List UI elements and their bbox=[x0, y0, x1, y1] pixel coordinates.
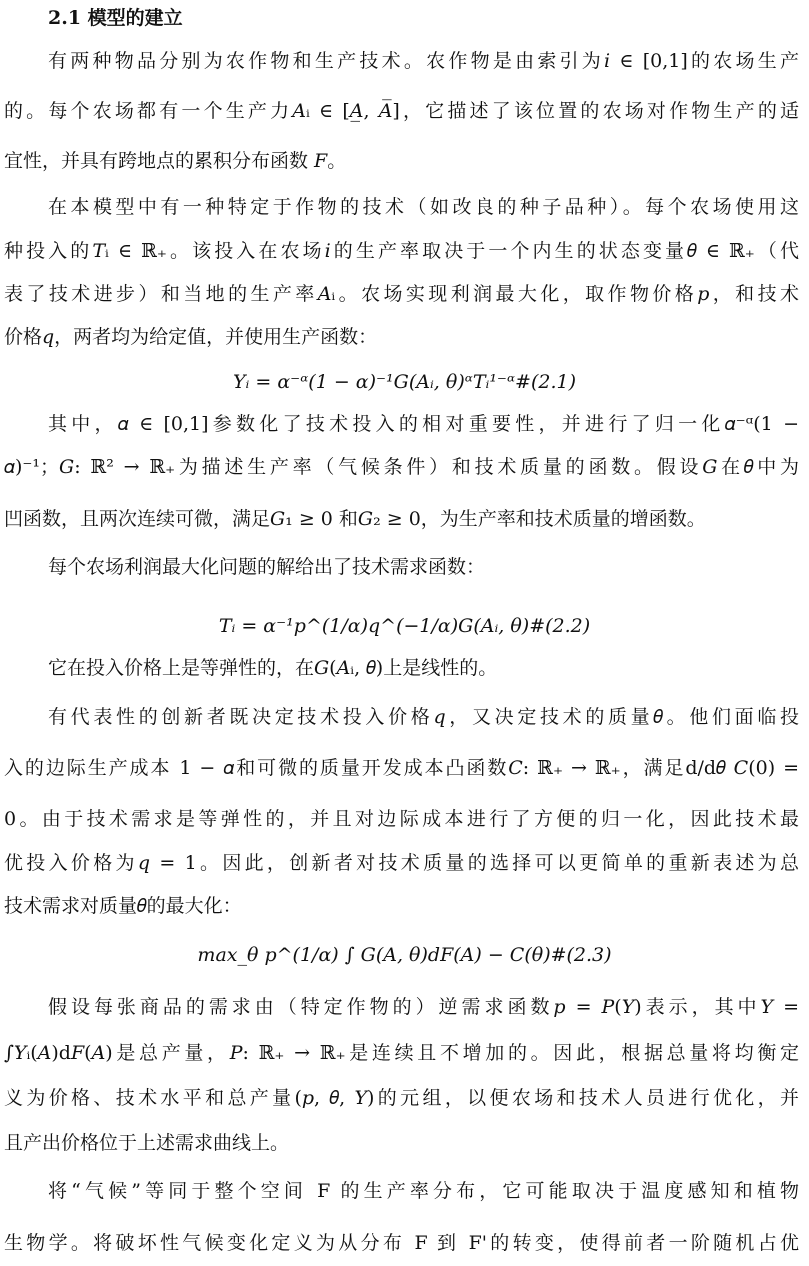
paragraph-line: 表了技术进步）和当地的生产率𝐴ᵢ。农场实现利润最大化，取作物价格𝑝，和技术 bbox=[4, 283, 799, 305]
paragraph-line: 且产出价格位于上述需求曲线上。 bbox=[4, 1132, 290, 1154]
paragraph-line: 其中，𝛼 ∈ [0,1]参数化了技术投入的相对重要性，并进行了归一化𝛼⁻ᵅ(1 − bbox=[48, 413, 799, 435]
paragraph-line: ∫𝑌ᵢ(𝐴)d𝐹(𝐴)是总产量，𝑃: ℝ₊ → ℝ₊是连续且不增加的。因此，根据总量将均衡定 bbox=[4, 1042, 799, 1064]
paragraph-line: 种投入的𝑇ᵢ ∈ ℝ₊。该投入在农场𝑖的生产率取决于一个内生的状态变量𝜃 ∈ ℝ₊（代 bbox=[4, 240, 799, 262]
paragraph-line: 将“气候”等同于整个空间 F 的生产率分布，它可能取决于温度感知和植物 bbox=[48, 1180, 799, 1202]
paragraph-line: 技术需求对质量𝜃的最大化： bbox=[4, 895, 242, 917]
paragraph-line: 有两种物品分别为农作物和生产技术。农作物是由索引为𝑖 ∈ [0,1]的农场生产 bbox=[48, 50, 799, 72]
paragraph-line: 宜性，并具有跨地点的累积分布函数 𝐹。 bbox=[4, 150, 347, 172]
equation-2-2: 𝑇ᵢ = 𝛼⁻¹𝑝^(1/𝛼)𝑞^(−1/𝛼)𝐺(𝐴ᵢ, 𝜃)#(2.2) bbox=[218, 615, 591, 637]
paragraph-line: 凹函数，且两次连续可微，满足𝐺₁ ≥ 0 和𝐺₂ ≥ 0，为生产率和技术质量的增函数。 bbox=[4, 508, 706, 530]
paragraph-line: 在本模型中有一种特定于作物的技术（如改良的种子品种）。每个农场使用这 bbox=[48, 196, 799, 218]
paragraph-line: 它在投入价格上是等弹性的，在𝐺(𝐴ᵢ, 𝜃)上是线性的。 bbox=[48, 657, 498, 679]
paragraph-line: 𝛼)⁻¹；𝐺: ℝ² → ℝ₊为描述生产率（气候条件）和技术质量的函数。假设𝐺在𝜃中为 bbox=[4, 456, 799, 478]
paragraph-line: 义为价格、技术水平和总产量(𝑝, 𝜃, 𝑌)的元组，以便农场和技术人员进行优化，并 bbox=[4, 1087, 799, 1109]
paragraph-line: 优投入价格为𝑞 = 1。因此，创新者对技术质量的选择可以更简单的重新表述为总 bbox=[4, 852, 799, 874]
paragraph-line: 的。每个农场都有一个生产力𝐴ᵢ ∈ [𝐴̲, 𝐴̅]，它描述了该位置的农场对作物生产的适 bbox=[4, 100, 799, 122]
paragraph-line: 每个农场利润最大化问题的解给出了技术需求函数： bbox=[48, 556, 486, 578]
equation-2-3: max_𝜃 𝑝^(1/𝛼) ∫ 𝐺(𝐴, 𝜃)d𝐹(𝐴) − 𝐶(𝜃)#(2.3) bbox=[197, 944, 612, 966]
paragraph-line: 价格𝑞，两者均为给定值，并使用生产函数： bbox=[4, 326, 378, 348]
paragraph-line: 有代表性的创新者既决定技术投入价格𝑞，又决定技术的质量𝜃。他们面临投 bbox=[48, 706, 799, 728]
paragraph-line: 生物学。将破坏性气候变化定义为从分布 F 到 F'的转变，使得前者一阶随机占优 bbox=[4, 1232, 799, 1254]
equation-2-1: 𝑌ᵢ = 𝛼⁻ᵅ(1 − 𝛼)⁻¹𝐺(𝐴ᵢ, 𝜃)ᵅ𝑇ᵢ¹⁻ᵅ#(2.1) bbox=[232, 371, 577, 393]
paragraph-line: 0。由于技术需求是等弹性的，并且对边际成本进行了方便的归一化，因此技术最 bbox=[4, 808, 799, 830]
paragraph-line: 假设每张商品的需求由（特定作物的）逆需求函数𝑝 = 𝑃(𝑌)表示，其中𝑌 = bbox=[48, 996, 799, 1018]
section-heading: 2.1 模型的建立 bbox=[48, 7, 183, 29]
paragraph-line: 入的边际生产成本 1 − 𝛼和可微的质量开发成本凸函数𝐶: ℝ₊ → ℝ₊，满足d/d𝜃 𝐶(0) = bbox=[4, 757, 799, 779]
